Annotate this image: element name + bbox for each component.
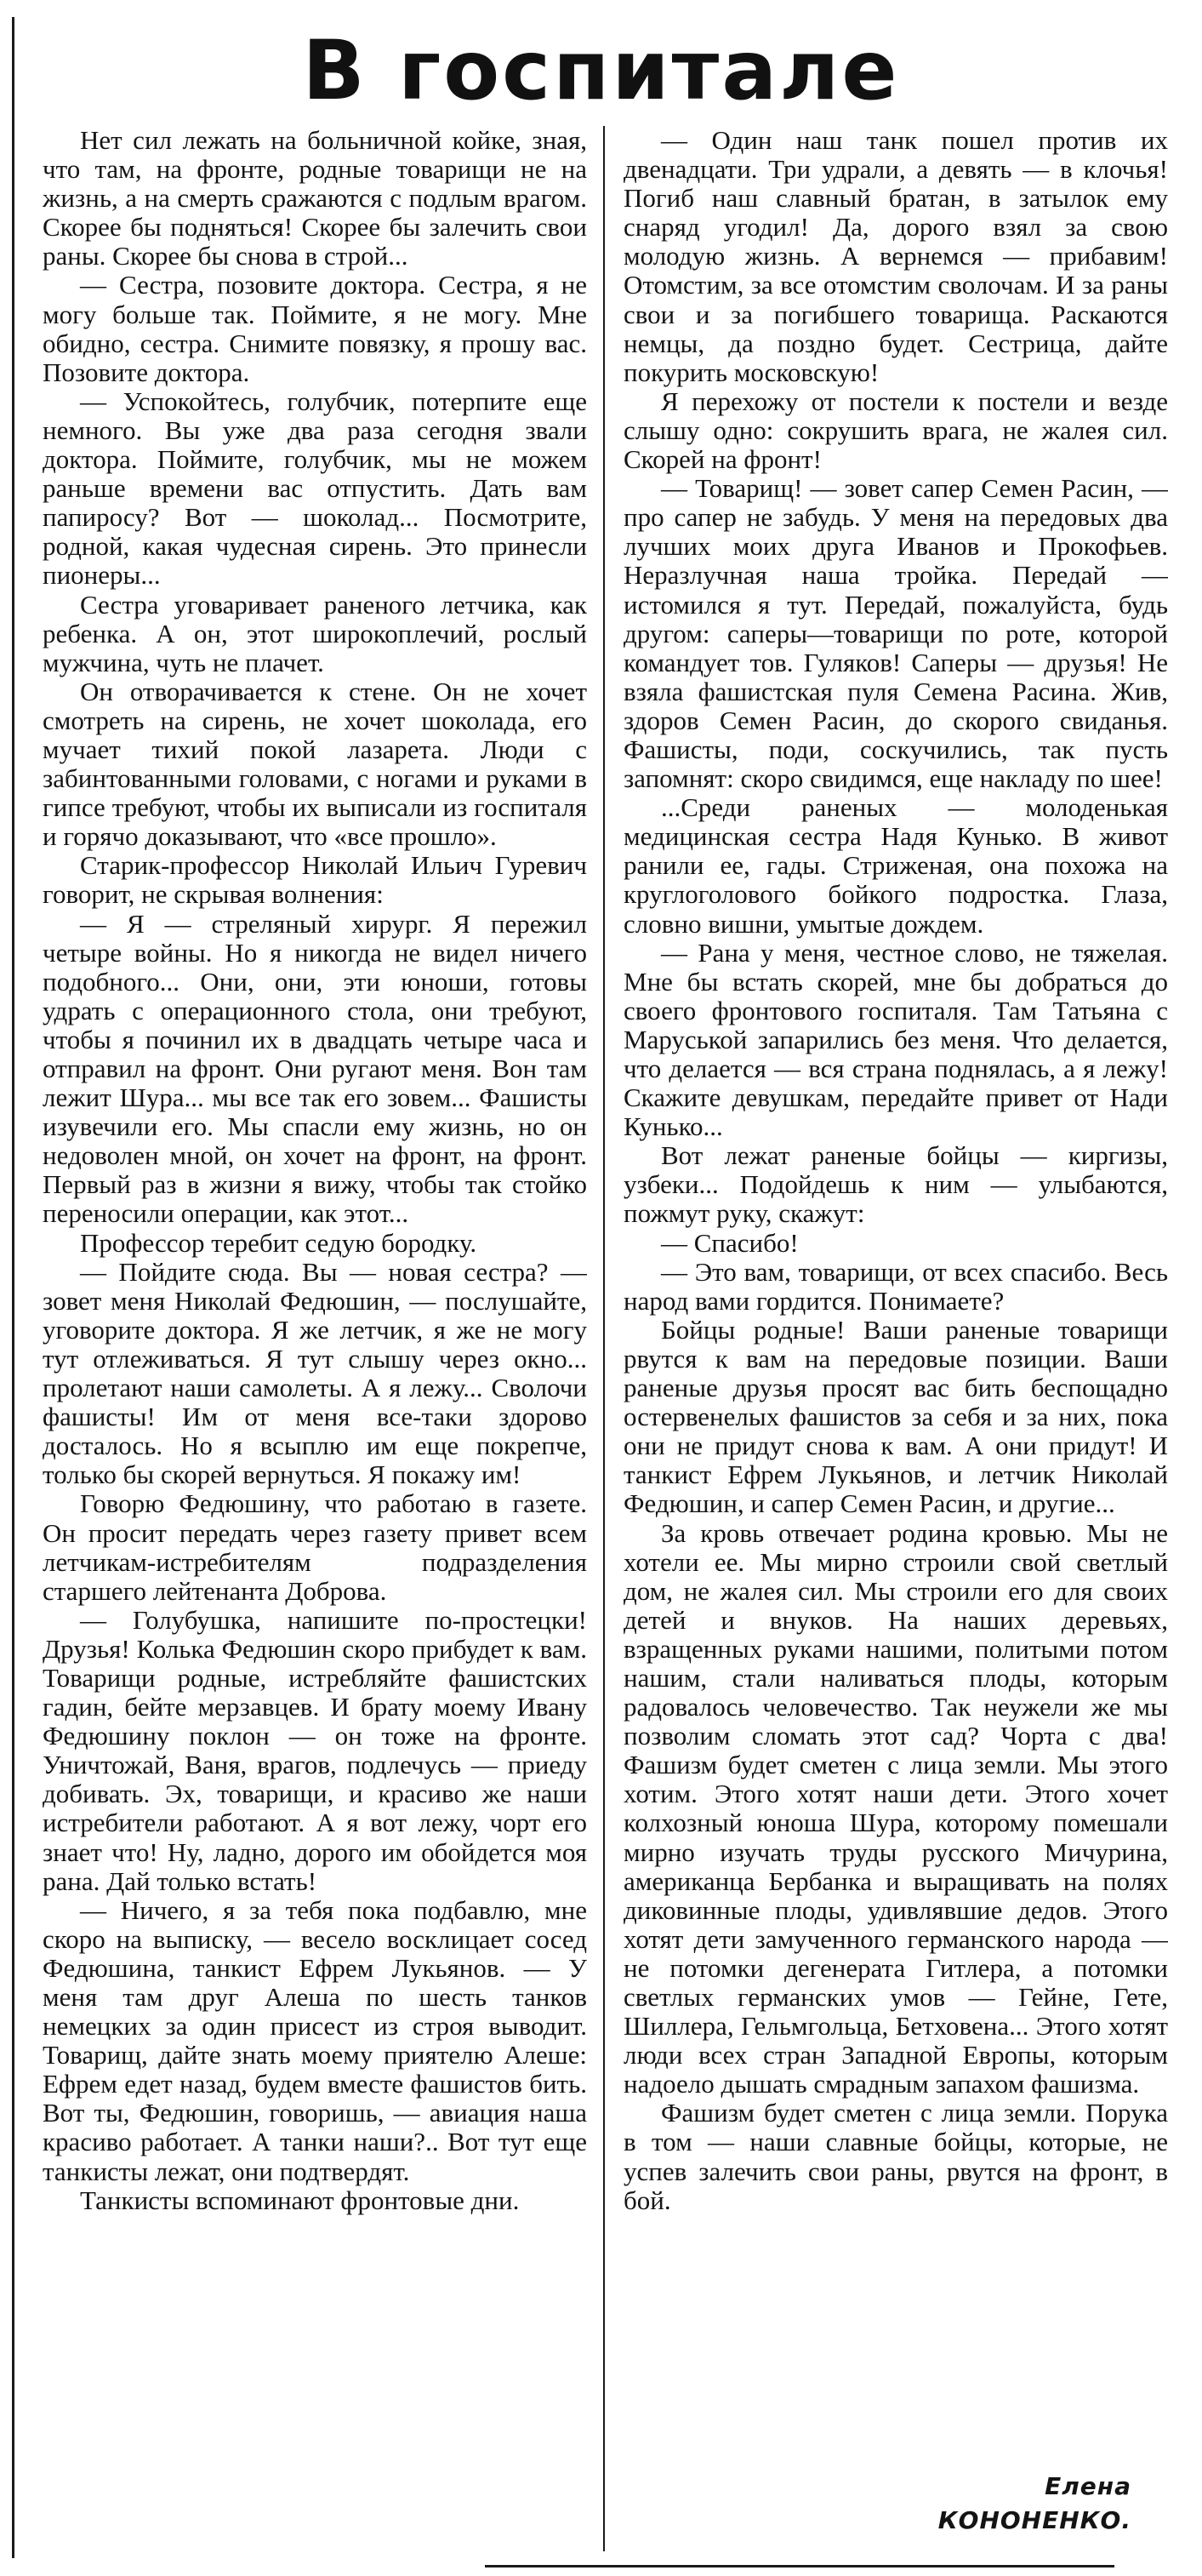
bottom-rule: [485, 2565, 1114, 2567]
paragraph: Нет сил лежать на больничной койке, зная, что там, на фронте, родные товарищи не на жизнь, а на смерть сражаются с подлым врагом. Скорее бы подняться! Скорее бы залечить свои раны. Скорее бы снова в строй...: [43, 126, 587, 271]
paragraph: Говорю Федюшину, что работаю в газете. Он просит передать через газету привет всем летчикам-истребителям подразделения старшего лейтенанта Доброва.: [43, 1488, 587, 1606]
paragraph: — Ничего, я за тебя пока подбавлю, мне скоро на выписку, — весело восклицает сосед Федюшина, танкист Ефрем Лукьянов. — У меня там друг Алеша по шесть танков немецких за один присест из строя выводит. Товарищ, дайте знать моему приятелю Алеше: Ефрем едет назад, будем вместе фашистов бить. Вот ты, Федюшин, говоришь, — авиация наша красиво работает. А танки наши?.. Вот тут еще танкисты лежат, они подтвердят.: [43, 1894, 587, 2186]
paragraph: — Сестра, позовите доктора. Сестра, я не могу больше так. Поймите, я не могу. Мне обидно, сестра. Снимите повязку, я прошу вас. Позовите доктора.: [43, 270, 587, 387]
article-column-right: [624, 126, 1168, 2560]
paragraph: — Успокойтесь, голубчик, потерпите еще немного. Вы уже два раза сегодня звали доктора. Поймите, голубчик, мы не можем раньше времени вас отпустить. Дать вам папиросу? Вот — шоколад... Посмотрите, родной, какая чудесная сирень. Это принесли пионеры...: [43, 386, 587, 591]
author-signature: Елена КОНОНЕНКО.: [937, 2472, 1131, 2534]
paragraph: Он отворачивается к стене. Он не хочет смотреть на сирень, не хочет шоколада, его мучает тихий покой лазарета. Люди с забинтованными головами, с ногами и руками в гипсе требуют, чтобы их выписали из госпиталя и горячо доказывают, что «все прошло».: [43, 676, 587, 852]
left-border-rule: [12, 17, 14, 2558]
paragraph: Вот лежат раненые бойцы — киргизы, узбеки... Подойдешь к ним — улыбаются, пожмут руку, скажут:: [624, 1140, 1168, 1229]
paragraph: Сестра уговаривает раненого летчика, как ребенка. А он, этот широкоплечий, рослый мужчина, чуть не плачет.: [43, 589, 587, 677]
article-column-left: [43, 126, 587, 2560]
paragraph: — Рана у меня, честное слово, не тяжелая. Мне бы встать скорей, мне бы добраться до своего фронтового госпиталя. Там Татьяна с Маруськой запарились без меня. Что делается, что делается — вся страна поднялась, а я лежу! Скажите девушкам, передайте привет от Нади Кунько...: [624, 937, 1168, 1142]
paragraph: — Это вам, товарищи, от всех спасибо. Весь народ вами гордится. Понимаете?: [624, 1256, 1168, 1316]
paragraph: За кровь отвечает родина кровью. Мы не хотели ее. Мы мирно строили свой светлый дом, не жалея сил. Мы строили его для своих детей и внуков. На наших деревьях, взращенных руками нашими, политыми потом нашим, стали наливаться плоды, которым радовалось человечество. Так неужели же мы позволим сломать этот сад? Чорта с два! Фашизм будет сметен с лица земли. Мы этого хотим. Этого хотят наши дети. Этого хочет колхозный юноша Шура, которому помешали мирно изучать труды русского Мичурина, американца Бербанка и выращивать на полях диковинные плоды, удивлявшие дедов. Этого хотят дети замученного германского народа — не потомки дегенерата Гитлера, а потомки светлых германских умов — Гейне, Гете, Шиллера, Гельмгольца, Бетховена... Этого хотят люди всех стран Западной Европы, которым надоело дышать смрадным запахом фашизма.: [624, 1517, 1168, 2099]
paragraph: Я перехожу от постели к постели и везде слышу одно: сокрушить врага, не жалея сил. Скорей на фронт!: [624, 386, 1168, 475]
paragraph: — Пойдите сюда. Вы — новая сестра? — зовет меня Николай Федюшин, — послушайте, уговорите доктора. Я же летчик, я же не могу тут отлеживаться. Я тут слышу через окно... пролетают наши самолеты. А я лежу... Сволочи фашисты! Им от меня все-таки здорово досталось. Но я всыплю им еще покрепче, только бы скорей вернуться. Я покажу им!: [43, 1256, 587, 1490]
column-divider: [603, 126, 605, 2551]
paragraph: — Голубушка, напишите по-простецки! Друзья! Колька Федюшин скоро прибудет к вам. Товарищи родные, истребляйте фашистских гадин, бейте мерзавцев. И брату моему Ивану Федюшину поклон — он тоже на фронте. Уничтожай, Ваня, врагов, подлечусь — приеду добивать. Эх, товарищи, и красиво же наши истребители работают. А я вот лежу, чорт его знает что! Ну, ладно, дорого им обойдется моя рана. Дай только встать!: [43, 1604, 587, 1896]
paragraph: Старик-профессор Николай Ильич Гуревич говорит, не скрывая волнения:: [43, 850, 587, 910]
paragraph: ...Среди раненых — молоденькая медицинская сестра Надя Кунько. В живот ранили ее, гады. Стриженая, она похожа на круглоголового бойкого подростка. Глаза, словно вишни, умытые дождем.: [624, 792, 1168, 939]
paragraph: Танкисты вспоминают фронтовые дни.: [80, 2185, 520, 2215]
paragraph: — Я — стреляный хирург. Я пережил четыре войны. Но я никогда не видел ничего подобного... Они, они, эти юноши, готовы удрать с операционного стола, они требуют, чтобы я починил их в двадцать четыре часа и отправил на фронт. Они ругают меня. Вон там лежит Шура... мы все так его зовем... Фашисты изувечили его. Мы спасли ему жизнь, но он недоволен мной, он хочет на фронт, на фронт. Первый раз в жизни я вижу, чтобы так стойко переносили операции, как этот...: [43, 908, 587, 1229]
paragraph: Бойцы родные! Ваши раненые товарищи рвутся к вам на передовые позиции. Ваши раненые друзья просят вас бить беспощадно остервенелых фашистов за себя и за них, пока они не придут снова к вам. А они придут! И танкист Ефрем Лукьянов, и летчик Николай Федюшин, и сапер Семен Расин, и другие...: [624, 1314, 1168, 1519]
paragraph: — Спасибо!: [661, 1227, 799, 1258]
paragraph: — Товарищ! — зовет сапер Семен Расин, — про сапер не забудь. У меня на передовых два лучших моих друга Иванов и Прокофьев. Неразлучная наша тройка. Передай — истомился я тут. Передай, пожалуйста, будь другом: саперы—товарищи по роте, которой командует тов. Гуляков! Саперы — друзья! Не взяла фашистская пуля Семена Расина. Жив, здоров Семен Расин, до скорого свиданья. Фашисты, поди, соскучились, так пусть запомнят: скоро свидимся, еще накладу по шее!: [624, 473, 1168, 794]
paragraph: Профессор теребит седую бородку.: [80, 1227, 477, 1258]
article-title: В госпитале: [302, 23, 900, 118]
paragraph: — Один наш танк пошел против их двенадцати. Три удрали, а девять — в клочья! Погиб наш славный братан, в затылок ему снаряд угодил! Да, дорого взял за свою молодую жизнь. А вернемся — прибавим! Отомстим, за все отомстим сволочам. И за раны свои и за погибшего товарища. Раскаются немцы, да поздно будет. Сестрица, дайте покурить московскую!: [624, 126, 1168, 387]
paragraph: Фашизм будет сметен с лица земли. Порука в том — наши славные бойцы, которые, не успев залечить свои раны, рвутся на фронт, в бой.: [624, 2098, 1168, 2215]
